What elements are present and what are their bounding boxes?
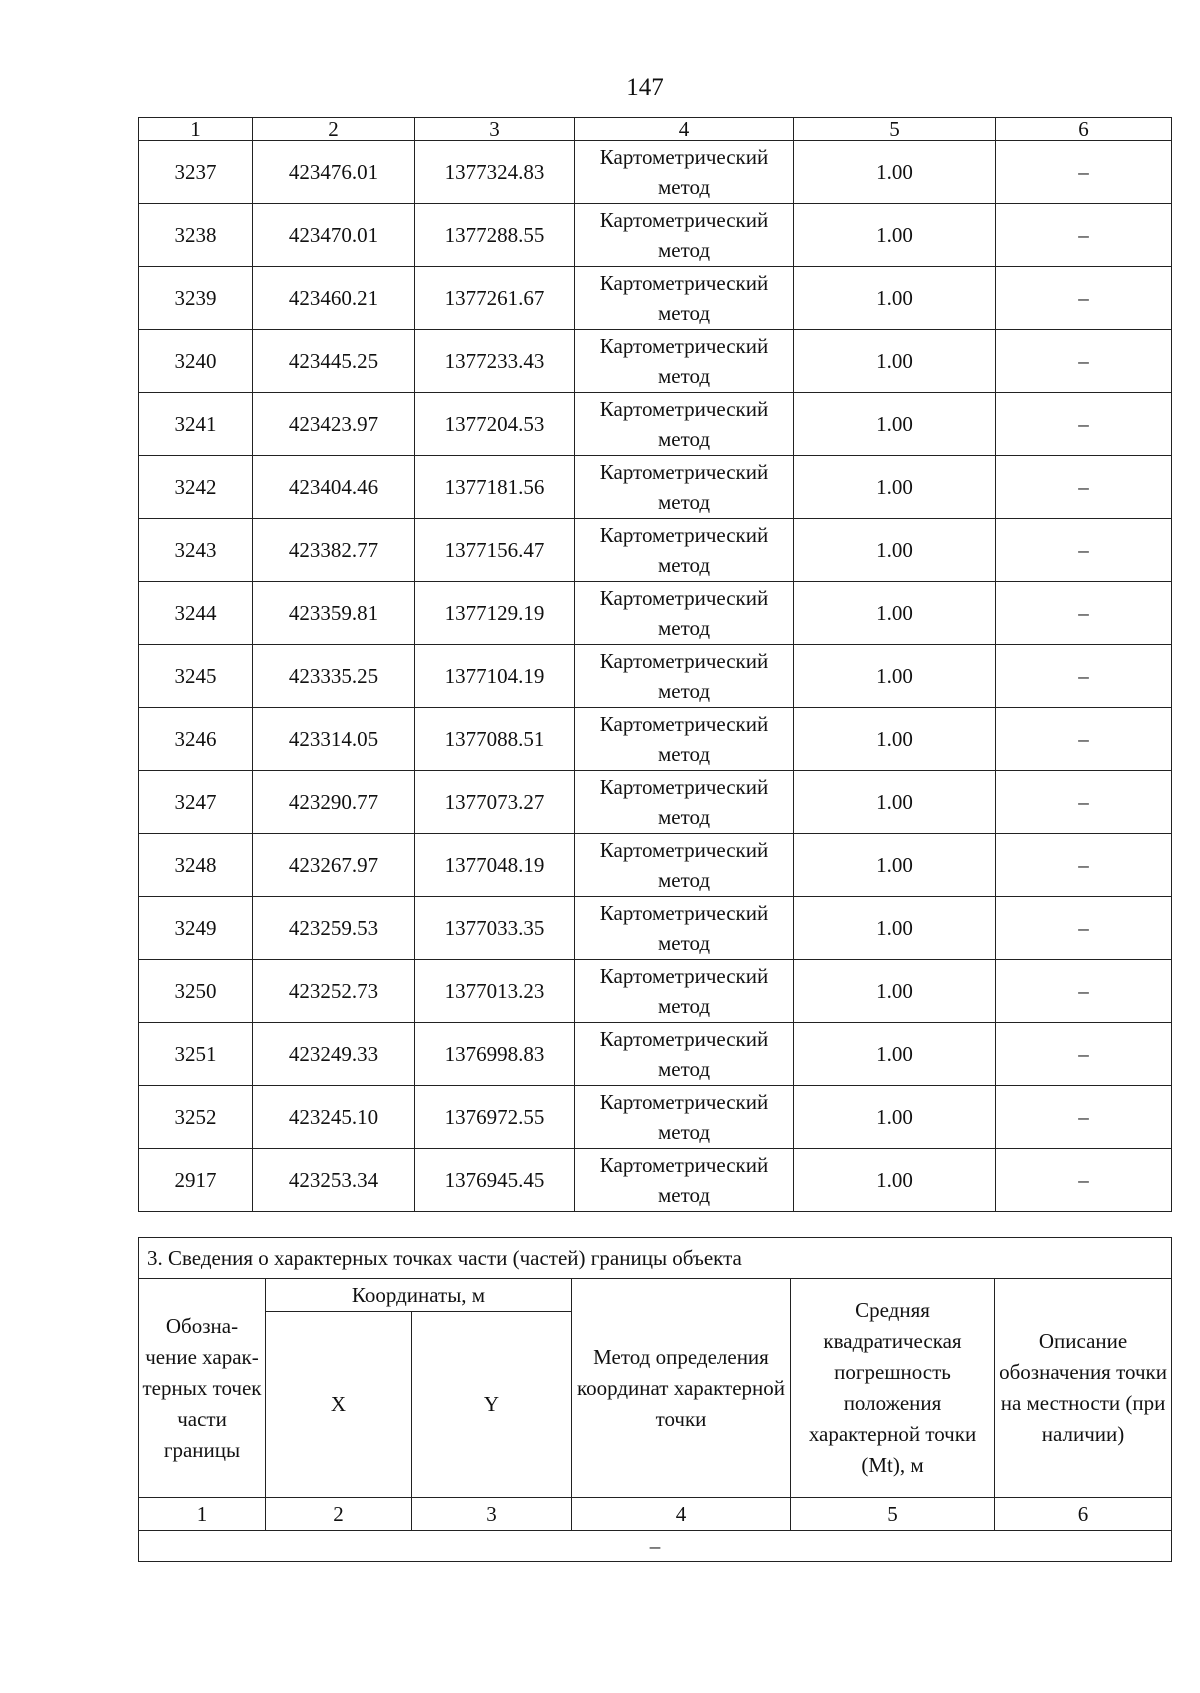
description-cell: – [996,960,1172,1023]
method-cell: Картометрический метод [575,330,794,393]
method-cell: Картометрический метод [575,204,794,267]
x-coordinate-cell: 423252.73 [253,960,415,1023]
method-cell: Картометрический метод [575,582,794,645]
description-cell: – [996,1149,1172,1212]
description-cell: – [996,267,1172,330]
column-number: 5 [794,118,996,141]
table-row [139,393,1172,456]
y-coordinate-cell: 1377181.56 [415,456,575,519]
point-number-cell: 3237 [139,141,253,204]
column-number: 3 [415,118,575,141]
x-coordinate-cell: 423290.77 [253,771,415,834]
method-cell: Картометрический метод [575,141,794,204]
table-row [139,1086,1172,1149]
y-coordinate-cell: 1376945.45 [415,1149,575,1212]
point-number-cell: 3244 [139,582,253,645]
page-number: 147 [626,74,664,101]
method-cell: Картометрический метод [575,267,794,330]
column-number: 5 [791,1498,995,1531]
table-row [139,330,1172,393]
x-coordinate-cell: 423267.97 [253,834,415,897]
description-cell: – [996,708,1172,771]
method-cell: Картометрический метод [575,771,794,834]
error-cell: 1.00 [794,519,996,582]
description-cell: – [996,897,1172,960]
description-cell: – [996,582,1172,645]
y-coordinate-cell: 1377073.27 [415,771,575,834]
error-cell: 1.00 [794,960,996,1023]
y-coordinate-cell: 1377324.83 [415,141,575,204]
x-coordinate-cell: 423460.21 [253,267,415,330]
point-number-cell: 3241 [139,393,253,456]
description-cell: – [996,1023,1172,1086]
y-coordinate-cell: 1377233.43 [415,330,575,393]
error-cell: 1.00 [794,645,996,708]
point-number-cell: 3252 [139,1086,253,1149]
point-number-cell: 3243 [139,519,253,582]
column-number: 2 [253,118,415,141]
error-cell: 1.00 [794,708,996,771]
column-number: 6 [995,1498,1172,1531]
point-number-cell: 3242 [139,456,253,519]
point-number-cell: 3246 [139,708,253,771]
x-coordinate-cell: 423470.01 [253,204,415,267]
x-coordinate-cell: 423335.25 [253,645,415,708]
error-cell: 1.00 [794,204,996,267]
point-number-cell: 3247 [139,771,253,834]
coordinates-table [138,117,1172,1212]
error-cell: 1.00 [794,582,996,645]
point-number-cell: 3249 [139,897,253,960]
x-coordinate-cell: 423259.53 [253,897,415,960]
x-coordinate-cell: 423253.34 [253,1149,415,1212]
column-number: 1 [139,118,253,141]
table-row [139,1023,1172,1086]
table-row [139,1149,1172,1212]
column-number-row [139,1498,1172,1531]
description-cell: – [996,393,1172,456]
description-cell: – [996,834,1172,897]
section-title: 3. Сведения о характерных точках части (частей) границы объекта [139,1238,1172,1279]
description-cell: – [996,456,1172,519]
table-row [139,645,1172,708]
header-point-designation: Обозна- чение харак- терных точек части границы [139,1279,266,1498]
column-number: 4 [572,1498,791,1531]
point-number-cell: 3238 [139,204,253,267]
error-cell: 1.00 [794,897,996,960]
column-number: 6 [996,118,1172,141]
error-cell: 1.00 [794,771,996,834]
table-row [139,582,1172,645]
x-coordinate-cell: 423382.77 [253,519,415,582]
description-cell: – [996,1086,1172,1149]
error-cell: 1.00 [794,834,996,897]
column-number: 3 [412,1498,572,1531]
y-coordinate-cell: 1377129.19 [415,582,575,645]
x-coordinate-cell: 423476.01 [253,141,415,204]
point-number-cell: 3248 [139,834,253,897]
x-coordinate-cell: 423249.33 [253,1023,415,1086]
error-cell: 1.00 [794,1149,996,1212]
table-row [139,708,1172,771]
header-x: X [266,1312,412,1498]
table-row [139,834,1172,897]
error-cell: 1.00 [794,267,996,330]
y-coordinate-cell: 1377048.19 [415,834,575,897]
description-cell: – [996,141,1172,204]
table-row [139,456,1172,519]
column-number: 1 [139,1498,266,1531]
table-row [139,267,1172,330]
error-cell: 1.00 [794,1023,996,1086]
point-number-cell: 3250 [139,960,253,1023]
column-number-row [139,118,1172,141]
header-error: Средняя квадратическая погрешность положения характерной точки (Mt), м [791,1279,995,1498]
error-cell: 1.00 [794,1086,996,1149]
method-cell: Картометрический метод [575,1086,794,1149]
method-cell: Картометрический метод [575,519,794,582]
y-coordinate-cell: 1377013.23 [415,960,575,1023]
table-row [139,897,1172,960]
error-cell: 1.00 [794,393,996,456]
description-cell: – [996,771,1172,834]
y-coordinate-cell: 1377204.53 [415,393,575,456]
y-coordinate-cell: 1377156.47 [415,519,575,582]
point-number-cell: 3239 [139,267,253,330]
header-description: Описание обозначения точки на местности (при наличии) [995,1279,1172,1498]
x-coordinate-cell: 423404.46 [253,456,415,519]
description-cell: – [996,330,1172,393]
description-cell: – [996,645,1172,708]
table-row [139,771,1172,834]
section3-table [138,1237,1172,1562]
description-cell: – [996,204,1172,267]
method-cell: Картометрический метод [575,645,794,708]
point-number-cell: 3245 [139,645,253,708]
empty-row-dash: – [139,1531,1172,1562]
x-coordinate-cell: 423359.81 [253,582,415,645]
description-cell: – [996,519,1172,582]
method-cell: Картометрический метод [575,960,794,1023]
table-row [139,204,1172,267]
column-number: 4 [575,118,794,141]
table-row [139,519,1172,582]
method-cell: Картометрический метод [575,897,794,960]
column-number: 2 [266,1498,412,1531]
header-method: Метод определения координат характерной точки [572,1279,791,1498]
x-coordinate-cell: 423245.10 [253,1086,415,1149]
y-coordinate-cell: 1376998.83 [415,1023,575,1086]
table-row [139,960,1172,1023]
x-coordinate-cell: 423423.97 [253,393,415,456]
y-coordinate-cell: 1376972.55 [415,1086,575,1149]
method-cell: Картометрический метод [575,708,794,771]
y-coordinate-cell: 1377104.19 [415,645,575,708]
error-cell: 1.00 [794,141,996,204]
method-cell: Картометрический метод [575,1023,794,1086]
y-coordinate-cell: 1377033.35 [415,897,575,960]
header-coordinates: Координаты, м [266,1279,572,1312]
method-cell: Картометрический метод [575,834,794,897]
point-number-cell: 3251 [139,1023,253,1086]
y-coordinate-cell: 1377088.51 [415,708,575,771]
method-cell: Картометрический метод [575,1149,794,1212]
y-coordinate-cell: 1377261.67 [415,267,575,330]
method-cell: Картометрический метод [575,393,794,456]
table-row [139,141,1172,204]
error-cell: 1.00 [794,456,996,519]
error-cell: 1.00 [794,330,996,393]
x-coordinate-cell: 423314.05 [253,708,415,771]
point-number-cell: 2917 [139,1149,253,1212]
method-cell: Картометрический метод [575,456,794,519]
header-y: Y [412,1312,572,1498]
point-number-cell: 3240 [139,330,253,393]
x-coordinate-cell: 423445.25 [253,330,415,393]
y-coordinate-cell: 1377288.55 [415,204,575,267]
